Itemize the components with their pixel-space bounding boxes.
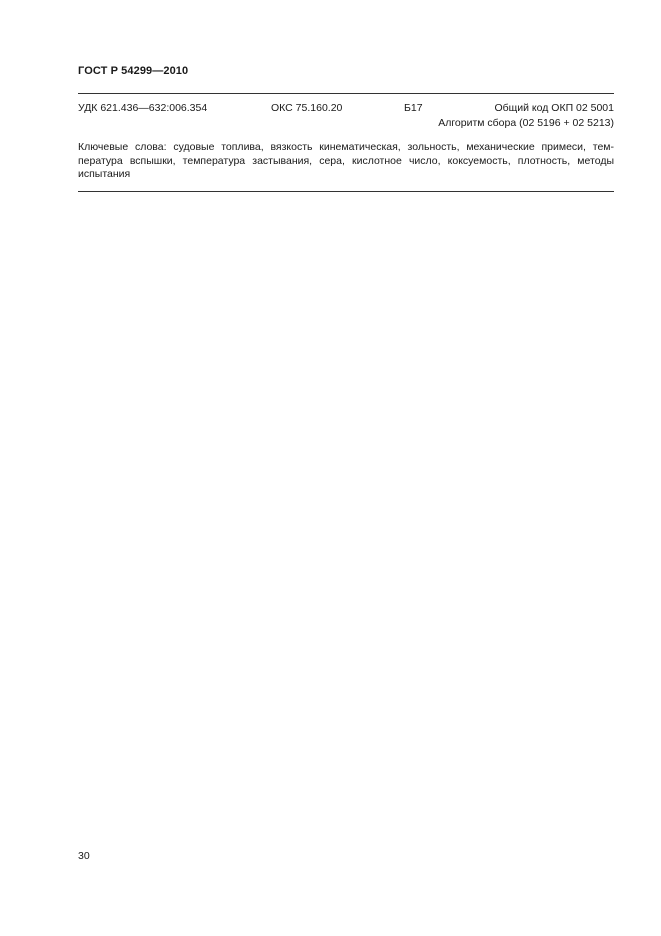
group-code: Б17 [404, 102, 423, 114]
keywords-line: испытания [78, 168, 131, 180]
keywords-line: пература вспышки, температура застывания, сера, кислотное число, коксуемость, плотность, методы [78, 154, 614, 167]
top-divider [78, 93, 614, 94]
bottom-divider [78, 191, 614, 192]
keywords-paragraph [78, 141, 614, 182]
oks-code: ОКС 75.160.20 [271, 102, 343, 114]
page-number: 30 [78, 850, 90, 862]
okp-code: Общий код ОКП 02 5001 [494, 102, 614, 114]
standard-title: ГОСТ Р 54299—2010 [78, 65, 189, 77]
keywords-line: Ключевые слова: судовые топлива, вязкость кинематическая, зольность, механические примеси, тем- [78, 141, 614, 153]
algorithm-code: Алгоритм сбора (02 5196 + 02 5213) [438, 117, 614, 129]
udk-code: УДК 621.436—632:006.354 [78, 102, 208, 114]
